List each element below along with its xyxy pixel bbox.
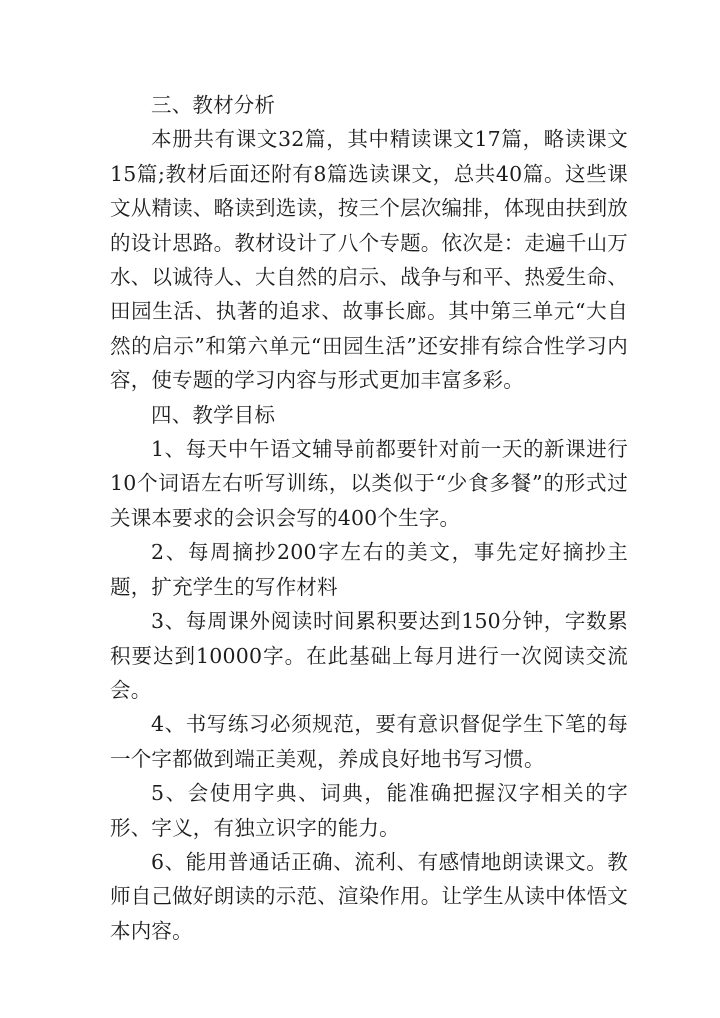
paragraph-teaching-material-analysis: 本册共有课文32篇，其中精读课文17篇，略读课文15篇;教材后面还附有8篇选读课文，总共40篇。这些课文从精读、略读到选读，按三个层次编排，体现由扶到放的设计思路。教材设计了八个专题。依次是：走遍千山万水、以诚待人、大自然的启示、战争与和平、热爱生命、田园生活、执著的追求、故事长廊。其中第三单元“大自然的启示”和第六单元“田园生活”还安排有综合性学习内容，使专题的学习内容与形式更加丰富多彩。 — [110, 127, 628, 393]
goal-item-2: 2、每周摘抄200字左右的美文，事先定好摘抄主题，扩充学生的写作材料 — [110, 540, 628, 599]
goal-item-5: 5、会使用字典、词典，能准确把握汉字相关的字形、字义，有独立识字的能力。 — [110, 781, 628, 840]
goal-item-4: 4、书写练习必须规范，要有意识督促学生下笔的每一个字都做到端正美观，养成良好地书写习惯。 — [110, 712, 628, 771]
section-heading-teaching-goals: 四、教学目标 — [151, 402, 276, 427]
goal-item-1: 1、每天中午语文辅导前都要针对前一天的新课进行10个词语左右听写训练，以类似于“少食多餐”的形式过关课本要求的会识会写的400个生字。 — [110, 437, 628, 530]
section-heading-teaching-material-analysis: 三、教材分析 — [151, 93, 276, 117]
goal-item-6: 6、能用普通话正确、流利、有感情地朗读课文。教师自己做好朗读的示范、渲染作用。让学生从读中体悟文本内容。 — [110, 849, 628, 943]
document-body — [110, 88, 628, 948]
goal-item-3: 3、每周课外阅读时间累积要达到150分钟，字数累积要达到10000字。在此基础上每月进行一次阅读交流会。 — [110, 609, 628, 702]
